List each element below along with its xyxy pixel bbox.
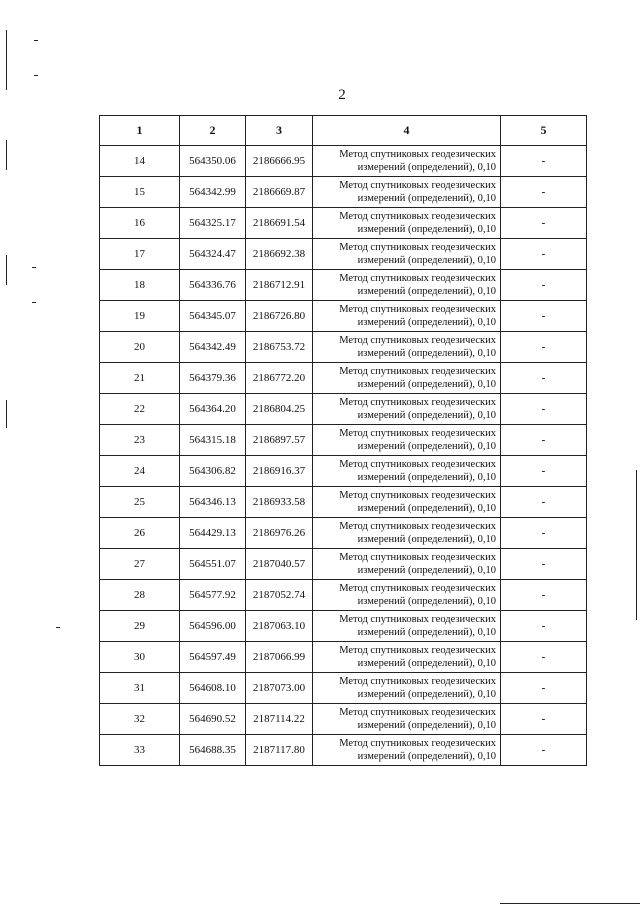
scan-right-line bbox=[636, 470, 637, 620]
method-line-2: измерений (определений), 0,10 bbox=[357, 627, 496, 638]
method-line-2: измерений (определений), 0,10 bbox=[357, 379, 496, 390]
table-row bbox=[100, 704, 587, 735]
method-cell bbox=[313, 208, 501, 239]
column5-cell: - bbox=[501, 456, 587, 487]
y-coordinate-cell: 2186897.57 bbox=[246, 425, 313, 456]
x-coordinate-cell: 564608.10 bbox=[180, 673, 246, 704]
x-coordinate-cell: 564324.47 bbox=[180, 239, 246, 270]
x-coordinate-cell: 564690.52 bbox=[180, 704, 246, 735]
method-line-2: измерений (определений), 0,10 bbox=[357, 162, 496, 173]
y-coordinate-cell: 2186976.26 bbox=[246, 518, 313, 549]
table-row bbox=[100, 518, 587, 549]
method-line-1: Метод спутниковых геодезических bbox=[339, 490, 496, 501]
method-line-1: Метод спутниковых геодезических bbox=[339, 273, 496, 284]
method-line-2: измерений (определений), 0,10 bbox=[357, 472, 496, 483]
column5-cell: - bbox=[501, 177, 587, 208]
method-line-1: Метод спутниковых геодезических bbox=[339, 304, 496, 315]
x-coordinate-cell: 564688.35 bbox=[180, 735, 246, 766]
column5-cell: - bbox=[501, 549, 587, 580]
x-coordinate-cell: 564379.36 bbox=[180, 363, 246, 394]
y-coordinate-cell: 2186666.95 bbox=[246, 146, 313, 177]
column5-cell: - bbox=[501, 146, 587, 177]
method-line-1: Метод спутниковых геодезических bbox=[339, 459, 496, 470]
method-line-1: Метод спутниковых геодезических bbox=[339, 583, 496, 594]
method-line-2: измерений (определений), 0,10 bbox=[357, 193, 496, 204]
column5-cell: - bbox=[501, 363, 587, 394]
method-cell bbox=[313, 270, 501, 301]
x-coordinate-cell: 564306.82 bbox=[180, 456, 246, 487]
method-line-1: Метод спутниковых геодезических bbox=[339, 614, 496, 625]
coordinates-table bbox=[99, 115, 587, 766]
scan-margin-dash bbox=[32, 267, 36, 268]
header-cell: 5 bbox=[501, 116, 587, 146]
y-coordinate-cell: 2187066.99 bbox=[246, 642, 313, 673]
x-coordinate-cell: 564364.20 bbox=[180, 394, 246, 425]
point-number-cell: 28 bbox=[100, 580, 180, 611]
point-number-cell: 27 bbox=[100, 549, 180, 580]
method-cell bbox=[313, 363, 501, 394]
method-cell bbox=[313, 611, 501, 642]
point-number-cell: 30 bbox=[100, 642, 180, 673]
x-coordinate-cell: 564342.49 bbox=[180, 332, 246, 363]
y-coordinate-cell: 2186916.37 bbox=[246, 456, 313, 487]
y-coordinate-cell: 2187114.22 bbox=[246, 704, 313, 735]
point-number-cell: 33 bbox=[100, 735, 180, 766]
method-line-1: Метод спутниковых геодезических bbox=[339, 335, 496, 346]
y-coordinate-cell: 2187052.74 bbox=[246, 580, 313, 611]
x-coordinate-cell: 564336.76 bbox=[180, 270, 246, 301]
table-row bbox=[100, 270, 587, 301]
table-row bbox=[100, 239, 587, 270]
method-line-1: Метод спутниковых геодезических bbox=[339, 149, 496, 160]
point-number-cell: 25 bbox=[100, 487, 180, 518]
method-line-2: измерений (определений), 0,10 bbox=[357, 441, 496, 452]
table-row bbox=[100, 146, 587, 177]
method-line-2: измерений (определений), 0,10 bbox=[357, 689, 496, 700]
y-coordinate-cell: 2186804.25 bbox=[246, 394, 313, 425]
page-number: 2 bbox=[338, 87, 346, 103]
method-cell bbox=[313, 146, 501, 177]
method-line-1: Метод спутниковых геодезических bbox=[339, 676, 496, 687]
table-row bbox=[100, 487, 587, 518]
point-number-cell: 20 bbox=[100, 332, 180, 363]
scan-margin-dash bbox=[34, 40, 38, 41]
method-line-2: измерений (определений), 0,10 bbox=[357, 317, 496, 328]
column5-cell: - bbox=[501, 239, 587, 270]
table-row bbox=[100, 208, 587, 239]
method-line-1: Метод спутниковых геодезических bbox=[339, 645, 496, 656]
point-number-cell: 23 bbox=[100, 425, 180, 456]
column5-cell: - bbox=[501, 518, 587, 549]
point-number-cell: 14 bbox=[100, 146, 180, 177]
table-header-row bbox=[100, 116, 587, 146]
y-coordinate-cell: 2186772.20 bbox=[246, 363, 313, 394]
x-coordinate-cell: 564577.92 bbox=[180, 580, 246, 611]
method-line-2: измерений (определений), 0,10 bbox=[357, 658, 496, 669]
table-row bbox=[100, 642, 587, 673]
column5-cell: - bbox=[501, 642, 587, 673]
table-row bbox=[100, 177, 587, 208]
method-line-2: измерений (определений), 0,10 bbox=[357, 348, 496, 359]
header-cell: 3 bbox=[246, 116, 313, 146]
scan-margin-line bbox=[6, 400, 7, 428]
method-line-1: Метод спутниковых геодезических bbox=[339, 707, 496, 718]
scan-margin-dash bbox=[32, 302, 36, 303]
point-number-cell: 18 bbox=[100, 270, 180, 301]
method-line-1: Метод спутниковых геодезических bbox=[339, 180, 496, 191]
point-number-cell: 31 bbox=[100, 673, 180, 704]
method-cell bbox=[313, 735, 501, 766]
method-line-1: Метод спутниковых геодезических bbox=[339, 397, 496, 408]
y-coordinate-cell: 2186691.54 bbox=[246, 208, 313, 239]
point-number-cell: 24 bbox=[100, 456, 180, 487]
table-row bbox=[100, 456, 587, 487]
column5-cell: - bbox=[501, 270, 587, 301]
point-number-cell: 26 bbox=[100, 518, 180, 549]
method-cell bbox=[313, 704, 501, 735]
method-line-1: Метод спутниковых геодезических bbox=[339, 521, 496, 532]
column5-cell: - bbox=[501, 425, 587, 456]
scan-margin-dash bbox=[34, 75, 38, 76]
table-row bbox=[100, 425, 587, 456]
method-line-2: измерений (определений), 0,10 bbox=[357, 255, 496, 266]
method-line-2: измерений (определений), 0,10 bbox=[357, 410, 496, 421]
scan-margin-line bbox=[6, 255, 7, 285]
method-cell bbox=[313, 673, 501, 704]
x-coordinate-cell: 564342.99 bbox=[180, 177, 246, 208]
method-cell bbox=[313, 177, 501, 208]
method-line-1: Метод спутниковых геодезических bbox=[339, 552, 496, 563]
y-coordinate-cell: 2186692.38 bbox=[246, 239, 313, 270]
point-number-cell: 22 bbox=[100, 394, 180, 425]
scan-margin-line bbox=[6, 140, 7, 170]
method-line-2: измерений (определений), 0,10 bbox=[357, 534, 496, 545]
column5-cell: - bbox=[501, 735, 587, 766]
y-coordinate-cell: 2187117.80 bbox=[246, 735, 313, 766]
point-number-cell: 29 bbox=[100, 611, 180, 642]
method-cell bbox=[313, 394, 501, 425]
x-coordinate-cell: 564325.17 bbox=[180, 208, 246, 239]
scan-bottom-line bbox=[500, 903, 640, 904]
column5-cell: - bbox=[501, 611, 587, 642]
x-coordinate-cell: 564350.06 bbox=[180, 146, 246, 177]
method-cell bbox=[313, 518, 501, 549]
table-row bbox=[100, 363, 587, 394]
table-row bbox=[100, 611, 587, 642]
method-cell bbox=[313, 456, 501, 487]
table-row bbox=[100, 549, 587, 580]
column5-cell: - bbox=[501, 704, 587, 735]
point-number-cell: 19 bbox=[100, 301, 180, 332]
point-number-cell: 21 bbox=[100, 363, 180, 394]
point-number-cell: 15 bbox=[100, 177, 180, 208]
y-coordinate-cell: 2186726.80 bbox=[246, 301, 313, 332]
point-number-cell: 16 bbox=[100, 208, 180, 239]
method-line-2: измерений (определений), 0,10 bbox=[357, 503, 496, 514]
method-line-2: измерений (определений), 0,10 bbox=[357, 720, 496, 731]
method-line-2: измерений (определений), 0,10 bbox=[357, 565, 496, 576]
method-line-1: Метод спутниковых геодезических bbox=[339, 428, 496, 439]
table-body bbox=[100, 146, 587, 766]
y-coordinate-cell: 2187063.10 bbox=[246, 611, 313, 642]
table-row bbox=[100, 580, 587, 611]
header-cell: 2 bbox=[180, 116, 246, 146]
column5-cell: - bbox=[501, 673, 587, 704]
table-row bbox=[100, 673, 587, 704]
method-line-1: Метод спутниковых геодезических bbox=[339, 211, 496, 222]
method-cell bbox=[313, 425, 501, 456]
method-line-2: измерений (определений), 0,10 bbox=[357, 751, 496, 762]
y-coordinate-cell: 2187073.00 bbox=[246, 673, 313, 704]
x-coordinate-cell: 564345.07 bbox=[180, 301, 246, 332]
header-cell: 4 bbox=[313, 116, 501, 146]
x-coordinate-cell: 564597.49 bbox=[180, 642, 246, 673]
method-line-1: Метод спутниковых геодезических bbox=[339, 366, 496, 377]
x-coordinate-cell: 564551.07 bbox=[180, 549, 246, 580]
method-line-2: измерений (определений), 0,10 bbox=[357, 224, 496, 235]
scan-margin-dash bbox=[56, 627, 60, 628]
scan-margin-line bbox=[6, 30, 7, 90]
column5-cell: - bbox=[501, 301, 587, 332]
x-coordinate-cell: 564429.13 bbox=[180, 518, 246, 549]
x-coordinate-cell: 564315.18 bbox=[180, 425, 246, 456]
header-cell: 1 bbox=[100, 116, 180, 146]
column5-cell: - bbox=[501, 487, 587, 518]
method-cell bbox=[313, 642, 501, 673]
method-cell bbox=[313, 332, 501, 363]
method-line-2: измерений (определений), 0,10 bbox=[357, 286, 496, 297]
y-coordinate-cell: 2186933.58 bbox=[246, 487, 313, 518]
column5-cell: - bbox=[501, 580, 587, 611]
method-line-1: Метод спутниковых геодезических bbox=[339, 242, 496, 253]
column5-cell: - bbox=[501, 394, 587, 425]
method-cell bbox=[313, 487, 501, 518]
y-coordinate-cell: 2186669.87 bbox=[246, 177, 313, 208]
method-cell bbox=[313, 549, 501, 580]
y-coordinate-cell: 2187040.57 bbox=[246, 549, 313, 580]
table-row bbox=[100, 332, 587, 363]
x-coordinate-cell: 564346.13 bbox=[180, 487, 246, 518]
table-row bbox=[100, 394, 587, 425]
method-line-2: измерений (определений), 0,10 bbox=[357, 596, 496, 607]
x-coordinate-cell: 564596.00 bbox=[180, 611, 246, 642]
method-cell bbox=[313, 239, 501, 270]
table-row bbox=[100, 301, 587, 332]
point-number-cell: 17 bbox=[100, 239, 180, 270]
column5-cell: - bbox=[501, 208, 587, 239]
method-cell bbox=[313, 301, 501, 332]
point-number-cell: 32 bbox=[100, 704, 180, 735]
column5-cell: - bbox=[501, 332, 587, 363]
y-coordinate-cell: 2186753.72 bbox=[246, 332, 313, 363]
table-row bbox=[100, 735, 587, 766]
method-line-1: Метод спутниковых геодезических bbox=[339, 738, 496, 749]
method-cell bbox=[313, 580, 501, 611]
y-coordinate-cell: 2186712.91 bbox=[246, 270, 313, 301]
